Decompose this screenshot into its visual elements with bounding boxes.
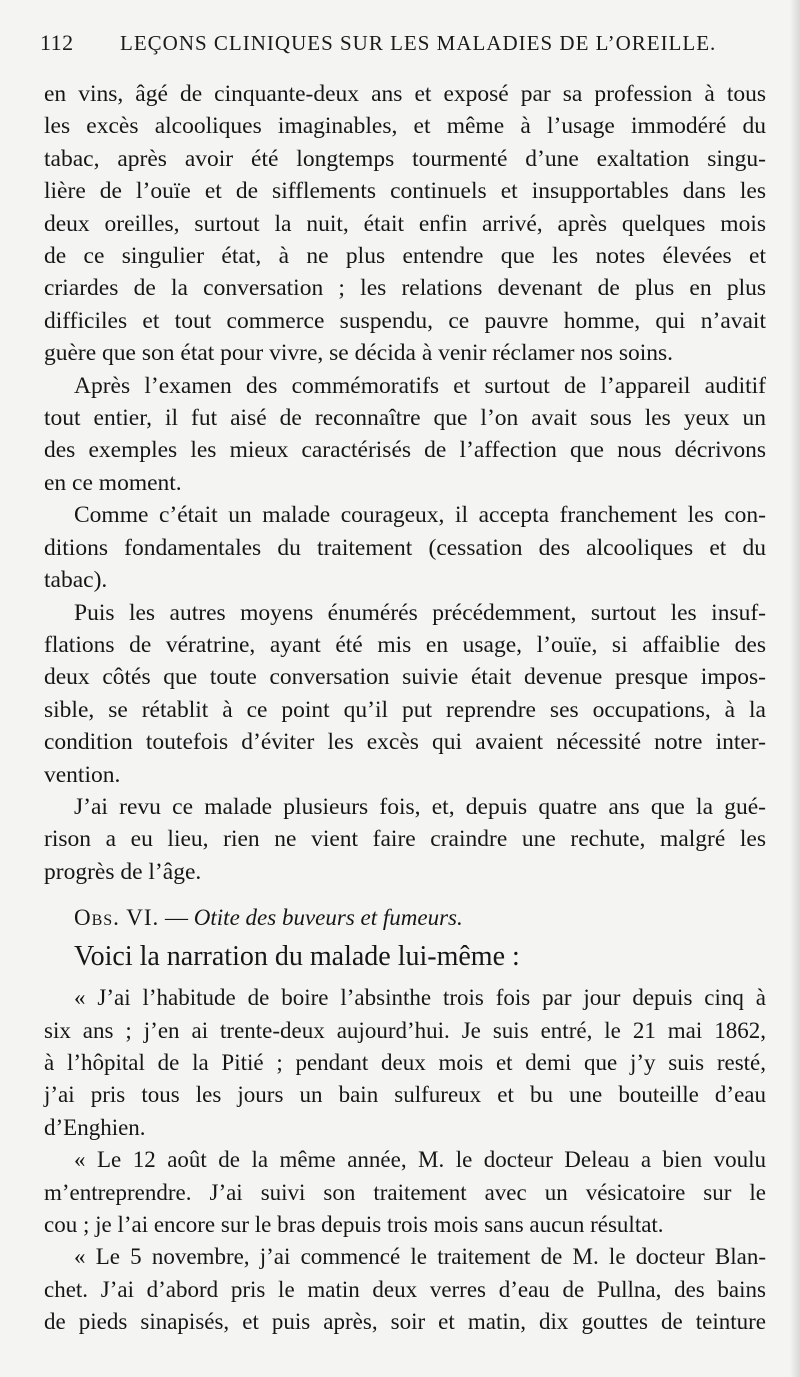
text-line: « J’ai l’habitude de boire l’absinthe trois fois par jour depuis cinq à — [74, 985, 766, 1011]
observation-label: Obs. VI. — [74, 905, 160, 931]
observation-heading — [44, 902, 766, 934]
body-text — [44, 78, 766, 1339]
text-line: en ce moment. — [44, 469, 182, 496]
text-line: condition toutefois d’éviter les excès qui avaient nécessité notre inter- — [44, 729, 766, 756]
text-line: rison a eu lieu, rien ne vient faire craindre une rechute, malgré les — [44, 826, 766, 853]
text-line: de pieds sinapisés, et puis après, soir et matin, dix gouttes de teinture — [44, 1309, 766, 1335]
text-line: flations de vératrine, ayant été mis en usage, l’ouïe, si affaiblie des — [44, 631, 766, 658]
text-line: des exemples les mieux caractérisés de l’affection que nous décrivons — [44, 437, 766, 464]
text-line: « Le 12 août de la même année, M. le docteur Deleau a bien voulu — [74, 1147, 766, 1173]
text-line: criardes de la conversation ; les relations devenant de plus en plus — [44, 275, 766, 302]
text-line: tabac, après avoir été longtemps tourmenté d’une exaltation singu- — [44, 145, 766, 172]
observation-title: Otite des buveurs et fumeurs. — [193, 905, 463, 931]
text-line: de ce singulier état, à ne plus entendre que les notes élevées et — [44, 243, 766, 270]
text-line: guère que son état pour vivre, se décida à venir réclamer nos soins. — [44, 340, 674, 367]
quote-paragraph — [44, 1144, 766, 1241]
text-line: en vins, âgé de cinquante-deux ans et exposé par sa profession à tous — [44, 81, 766, 107]
text-line: deux oreilles, surtout la nuit, était enfin arrivé, après quelques mois — [44, 210, 766, 237]
text-line: à l’hôpital de la Pitié ; pendant deux mois et demi que j’y suis resté, — [44, 1049, 766, 1075]
text-line: difficiles et tout commerce suspendu, ce pauvre homme, qui n’avait — [44, 307, 766, 334]
text-line: m’entreprendre. J’ai suivi son traitement avec un vésicatoire sur le — [44, 1179, 766, 1205]
text-line: les excès alcooliques imaginables, et même à l’usage immodéré du — [44, 113, 766, 140]
observation-dash: — — [159, 905, 194, 931]
quote-paragraph — [44, 1241, 766, 1338]
paragraph — [44, 597, 766, 791]
text-line: progrès de l’âge. — [44, 858, 202, 885]
paragraph — [44, 78, 766, 370]
text-line: ditions fondamentales du traitement (cessation des alcooliques et du — [44, 534, 766, 561]
text-line: cou ; je l’ai encore sur le bras depuis trois mois sans aucun résultat. — [44, 1212, 664, 1237]
text-line: « Le 5 novembre, j’ai commencé le traitement de M. le docteur Blan- — [74, 1244, 766, 1270]
paragraph — [44, 499, 766, 596]
page-edge-shadow — [790, 0, 800, 1377]
text-line: lière de l’ouïe et de sifflements continuels et insupportables dans les — [44, 178, 766, 205]
text-line: d’Enghien. — [44, 1114, 146, 1140]
text-line: Après l’examen des commémoratifs et surtout de l’appareil auditif — [74, 372, 766, 399]
text-line: tout entier, il fut aisé de reconnaître que l’on avait sous les yeux un — [44, 405, 766, 432]
text-line: J’ai revu ce malade plusieurs fois, et, depuis quatre ans que la gué- — [74, 793, 766, 820]
running-title: LEÇONS CLINIQUES SUR LES MALADIES DE L’OREILLE. — [120, 31, 717, 55]
running-header — [40, 30, 780, 56]
text-line: j’ai pris tous les jours un bain sulfureux et bu une bouteille d’eau — [44, 1082, 766, 1108]
text-line: six ans ; j’en ai trente-deux aujourd’hui. Je suis entré, le 21 mai 1862, — [44, 1017, 766, 1043]
quote-paragraph — [44, 982, 766, 1144]
paragraph — [44, 791, 766, 888]
page-number: 112 — [40, 30, 74, 55]
text-line: tabac). — [44, 567, 108, 594]
text-line: sible, se rétablit à ce point qu’il put reprendre ses occupations, à la — [44, 696, 766, 723]
text-line: Puis les autres moyens énumérés précédemment, surtout les insuf- — [74, 599, 766, 626]
text-line: vention. — [44, 761, 121, 788]
text-line: Comme c’était un malade courageux, il accepta franchement les con- — [74, 502, 766, 529]
text-line: chet. J’ai d’abord pris le matin deux verres d’eau de Pullna, des bains — [44, 1276, 766, 1302]
text-line: deux côtés que toute conversation suivie était devenue presque impos- — [44, 664, 766, 691]
paragraph — [44, 370, 766, 500]
narration-heading: Voici la narration du malade lui-même : — [74, 941, 520, 973]
